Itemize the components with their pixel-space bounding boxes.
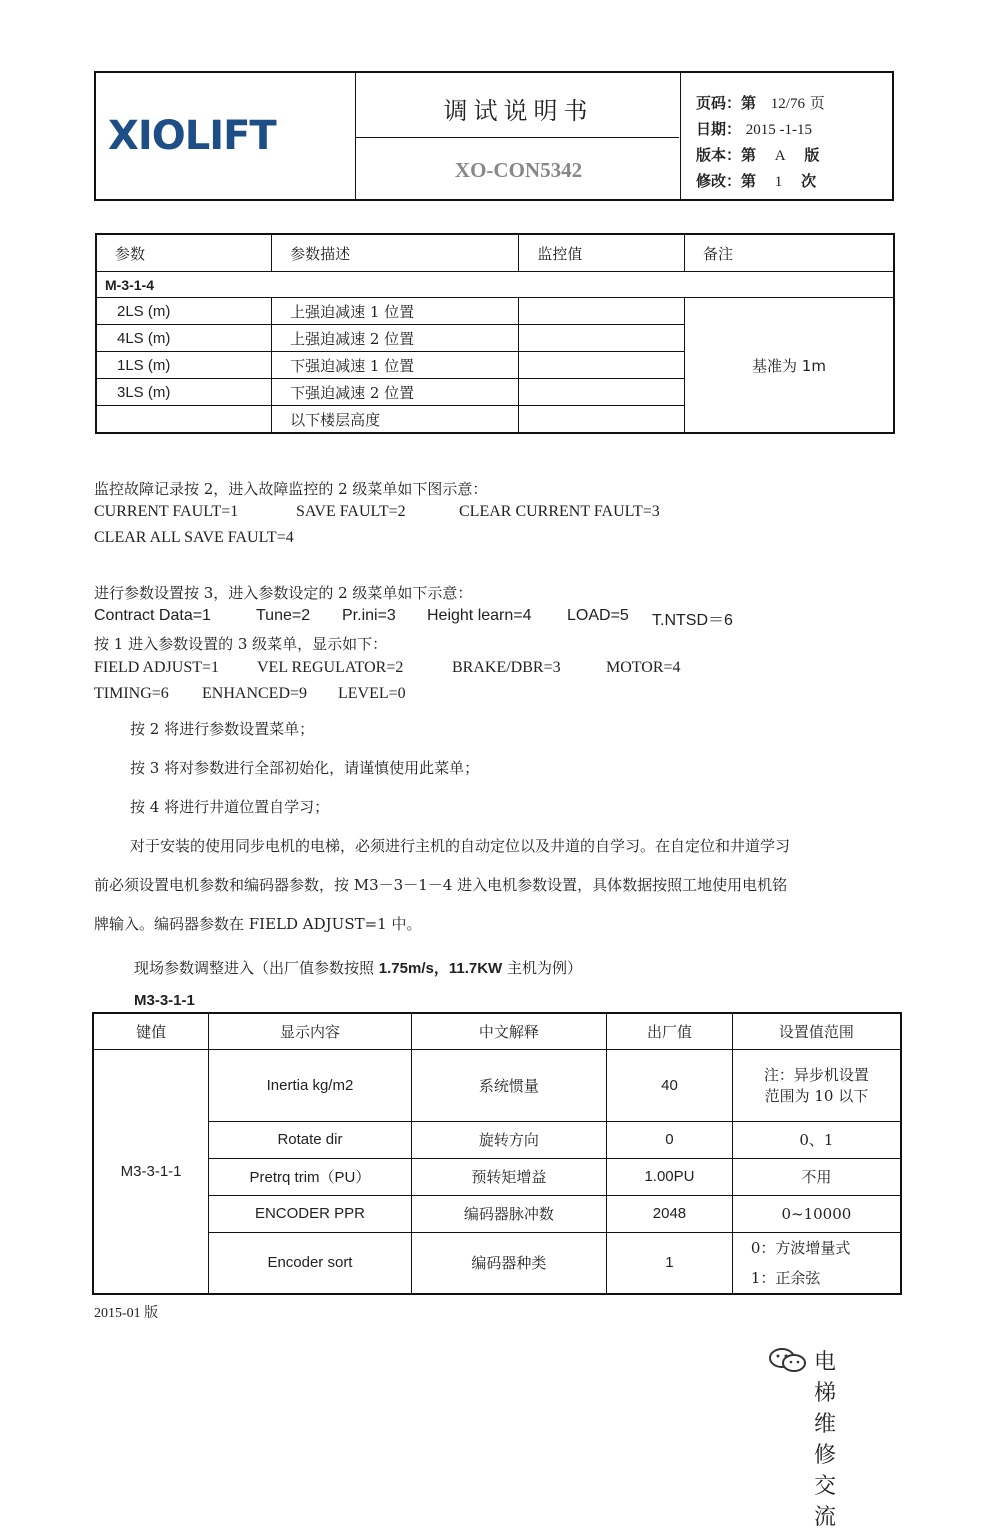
table-header-row [96, 234, 894, 272]
factory-cell: 2048 [607, 1195, 733, 1232]
column-header: 设置值范围 [732, 1013, 901, 1049]
version-suffix: 版 [804, 146, 820, 164]
param-cell: 4LS (m) [96, 325, 272, 352]
cn-cell: 预转矩增益 [411, 1158, 606, 1195]
cn-cell: 旋转方向 [411, 1121, 606, 1158]
range-cell: 0、1 [732, 1121, 901, 1158]
menu-option: T.NTSD＝6 [652, 612, 733, 629]
title-divider [356, 137, 679, 138]
table-row [93, 1121, 901, 1158]
watermark-text: 电梯维修交流 [814, 1350, 837, 1530]
paragraph-param-menu: 进行参数设置按 3，进入参数设定的 2 级菜单如下示意： [94, 584, 473, 602]
paragraph-sync-motor-l3: 牌输入。编码器参数在 FIELD ADJUST=1 中。 [94, 915, 422, 933]
monitor-cell [519, 298, 685, 325]
menu-option: Pr.ini=3 [342, 607, 396, 624]
param-cell [96, 406, 272, 434]
param-cell: 2LS (m) [96, 298, 272, 325]
display-cell: Rotate dir [209, 1121, 412, 1158]
display-cell: Inertia kg/m2 [209, 1049, 412, 1121]
menu-option: ENHANCED=9 [202, 685, 308, 702]
version-line [696, 143, 825, 169]
range-cell [732, 1232, 901, 1294]
paragraph-fault-menu: 监控故障记录按 2，进入故障监控的 2 级菜单如下图示意： [94, 480, 488, 498]
table-row [96, 298, 894, 325]
parameter-table-m3311 [92, 1012, 902, 1295]
page-label: 页码：第 [696, 94, 757, 112]
display-cell: ENCODER PPR [209, 1195, 412, 1232]
table-row [93, 1049, 901, 1121]
date-line [696, 117, 825, 143]
desc-cell: 上强迫减速 2 位置 [272, 325, 519, 352]
menu-option: Tune=2 [256, 607, 311, 624]
column-header: 参数描述 [272, 234, 519, 272]
column-header: 监控值 [519, 234, 685, 272]
menu-option: SAVE FAULT=2 [296, 503, 406, 520]
section-heading: M3-3-1-1 [134, 992, 195, 1009]
revision-suffix: 次 [801, 172, 817, 190]
column-header: 键值 [93, 1013, 209, 1049]
monitor-cell [519, 379, 685, 406]
section-label: M-3-1-4 [96, 272, 894, 298]
table-row [93, 1195, 901, 1232]
menu-option: Height learn=4 [427, 607, 532, 624]
page-number-line [696, 91, 825, 117]
chat-bubbles-icon [768, 1347, 808, 1373]
cn-cell: 编码器种类 [411, 1232, 606, 1294]
cn-cell: 编码器脉冲数 [411, 1195, 606, 1232]
desc-cell: 以下楼层高度 [272, 406, 519, 434]
menu-option: LEVEL=0 [338, 685, 406, 702]
revision-value: 1 [774, 174, 783, 190]
date-value: 2015 -1-15 [745, 122, 813, 138]
display-cell: Pretrq trim（PU） [209, 1158, 412, 1195]
paragraph-sync-motor-l1: 对于安装的使用同步电机的电梯，必须进行主机的自动定位以及井道的自学习。在自定位和井道学习 [130, 837, 791, 855]
monitor-cell [519, 325, 685, 352]
table-header-row [93, 1013, 901, 1049]
parameter-table-m314 [95, 233, 895, 434]
display-cell: Encoder sort [209, 1232, 412, 1294]
paragraph-press-3: 按 3 将对参数进行全部初始化，请谨慎使用此菜单； [130, 759, 480, 777]
page-suffix: 页 [809, 94, 825, 112]
menu-option: CLEAR ALL SAVE FAULT=4 [94, 529, 294, 546]
monitor-cell [519, 406, 685, 434]
table-row [93, 1158, 901, 1195]
desc-cell: 上强迫减速 1 位置 [272, 298, 519, 325]
column-header: 中文解释 [411, 1013, 606, 1049]
menu-option: CURRENT FAULT=1 [94, 503, 239, 520]
paragraph-sync-motor-l2: 前必须设置电机参数和编码器参数，按 M3－3－1－4 进入电机参数设置，具体数据按照工地使用电机铭 [94, 876, 788, 894]
factory-cell: 1 [607, 1232, 733, 1294]
revision-label: 修改：第 [696, 172, 757, 190]
text-span: ， [433, 959, 449, 977]
paragraph-field-adjust [134, 957, 582, 978]
logo-cell [96, 73, 356, 199]
desc-cell: 下强迫减速 1 位置 [272, 352, 519, 379]
text-span: 主机为例） [502, 959, 582, 977]
column-header: 出厂值 [607, 1013, 733, 1049]
page-value: 12/76 [770, 96, 805, 112]
range-line: 0：方波增量式 [750, 1238, 851, 1257]
title-cell [356, 73, 681, 199]
paragraph-level3-menu: 按 1 进入参数设置的 3 级菜单，显示如下： [94, 635, 388, 653]
menu-option: LOAD=5 [567, 607, 629, 624]
section-row [96, 272, 894, 298]
range-line: 范围为 10 以下 [764, 1087, 869, 1105]
menu-option: CLEAR CURRENT FAULT=3 [459, 503, 660, 520]
document-title: 调试说明书 [443, 97, 594, 125]
factory-cell: 1.00PU [607, 1158, 733, 1195]
power-value: 11.7KW [448, 960, 503, 977]
version-label: 版本：第 [696, 146, 757, 164]
monitor-cell [519, 352, 685, 379]
range-line: 注：异步机设置 [763, 1066, 869, 1084]
range-cell [732, 1049, 901, 1121]
document-header [94, 71, 894, 201]
param-cell: 3LS (m) [96, 379, 272, 406]
cn-cell: 系统惯量 [411, 1049, 606, 1121]
speed-value: 1.75m/s [378, 960, 434, 977]
document-code: XO-CON5342 [454, 158, 583, 182]
column-header: 备注 [685, 234, 895, 272]
company-logo: XIOLIFT [108, 113, 276, 159]
document-meta [696, 91, 825, 195]
date-label: 日期： [696, 120, 742, 138]
menu-option: Contract Data=1 [94, 607, 211, 624]
range-cell: 0~10000 [732, 1195, 901, 1232]
key-cell: M3-3-1-1 [93, 1049, 209, 1294]
edition-label: 2015-01 版 [94, 1306, 159, 1321]
version-value: A [774, 148, 786, 164]
text-span: 现场参数调整进入（出厂值参数按照 [134, 959, 379, 977]
note-cell: 基准为 1m [685, 298, 895, 434]
paragraph-press-2: 按 2 将进行参数设置菜单； [130, 720, 315, 738]
factory-cell: 0 [607, 1121, 733, 1158]
paragraph-press-4: 按 4 将进行井道位置自学习； [130, 798, 330, 816]
menu-option: BRAKE/DBR=3 [452, 659, 561, 676]
range-line: 1：正余弦 [750, 1268, 821, 1287]
desc-cell: 下强迫减速 2 位置 [272, 379, 519, 406]
column-header: 参数 [96, 234, 272, 272]
menu-option: TIMING=6 [94, 685, 169, 702]
menu-option: VEL REGULATOR=2 [257, 659, 404, 676]
range-cell: 不用 [732, 1158, 901, 1195]
param-cell: 1LS (m) [96, 352, 272, 379]
table-row [93, 1232, 901, 1294]
menu-option: FIELD ADJUST=1 [94, 659, 220, 676]
menu-option: MOTOR=4 [606, 659, 681, 676]
revision-line [696, 169, 825, 195]
column-header: 显示内容 [209, 1013, 412, 1049]
factory-cell: 40 [607, 1049, 733, 1121]
